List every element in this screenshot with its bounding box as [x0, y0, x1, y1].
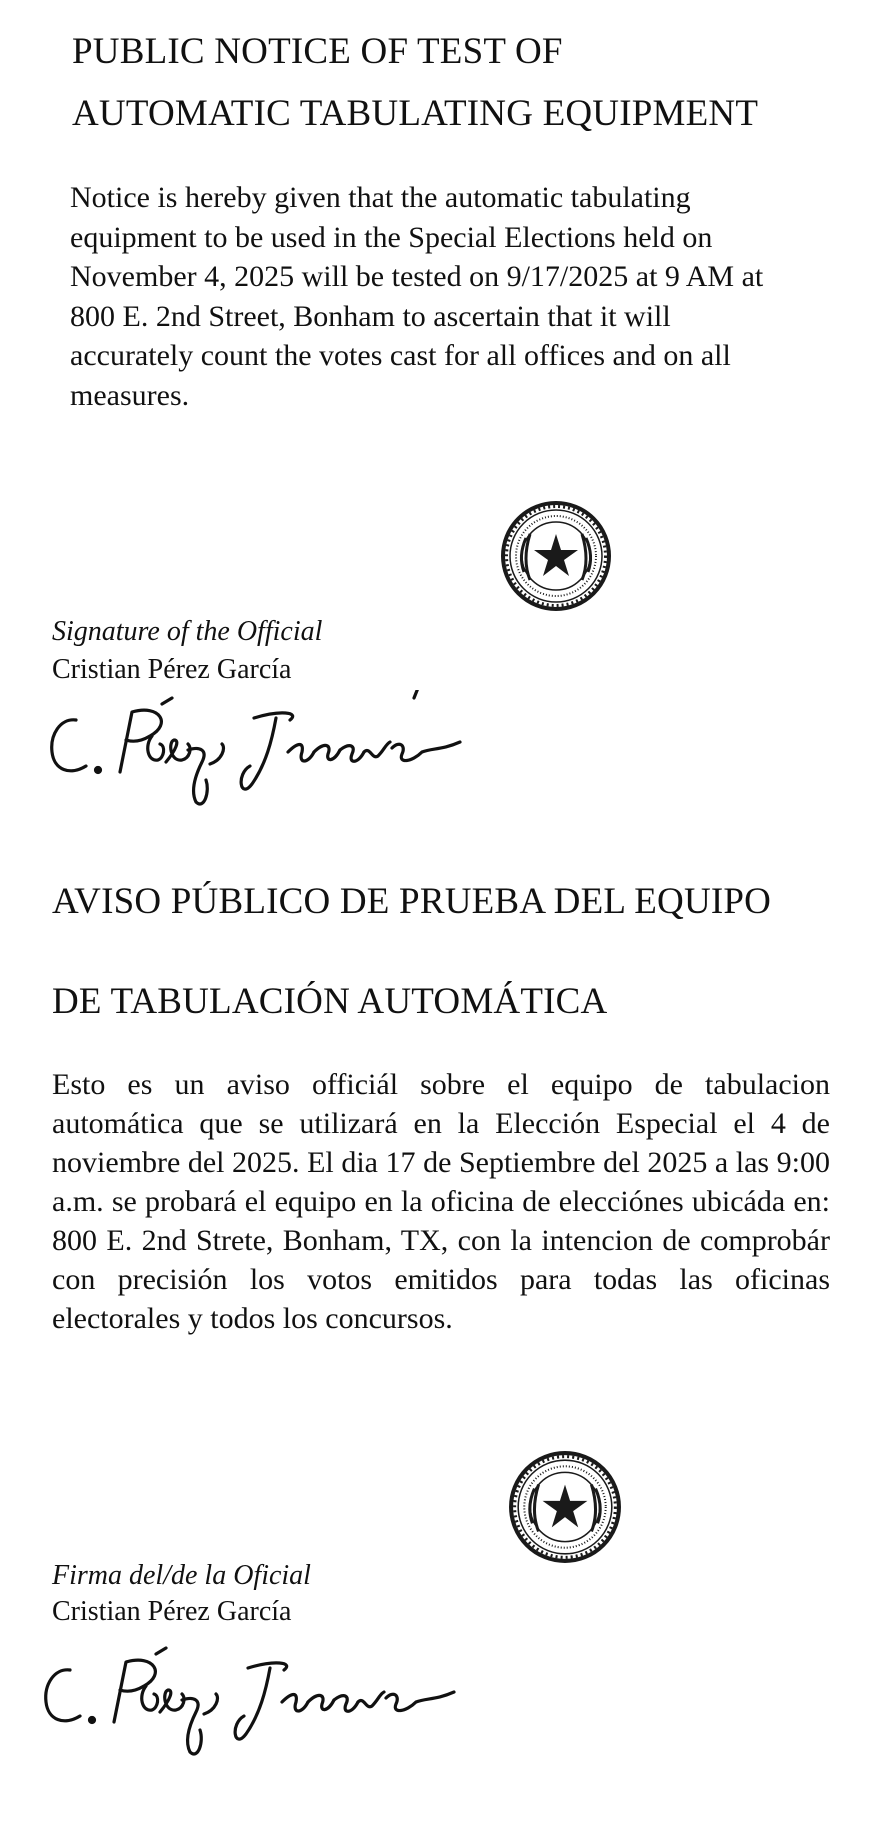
english-official-name: Cristian Pérez García — [52, 654, 292, 685]
seal-icon — [508, 1450, 622, 1564]
spanish-title-line1: AVISO PÚBLICO DE PRUEBA DEL EQUIPO — [52, 881, 772, 922]
spanish-handwritten-signature — [34, 1640, 474, 1770]
seal-icon — [500, 500, 612, 612]
english-title-line2: AUTOMATIC TABULATING EQUIPMENT — [72, 93, 759, 134]
english-notice-body: Notice is hereby given that the automatic tabulating equipment to be used in the Special Elections held on November 4, 2025 will be tested on 9/17/2025 at 9 AM at 800 E. 2nd Street, Bonham to ascertain that it will accurately count the votes cast for all offices and on all measures. — [70, 181, 764, 412]
spanish-title-line2: DE TABULACIÓN AUTOMÁTICA — [52, 981, 608, 1022]
spanish-official-name: Cristian Pérez García — [52, 1596, 292, 1627]
english-handwritten-signature — [40, 690, 480, 820]
spanish-notice-body: Esto es un aviso officiál sobre el equipo de tabulacion automática que se utilizará en la Elección Especial el 4 de noviembre del 2025. El dia 17 de Septiembre del 2025 a las 9:00 a.m. se probará el equipo en la oficina de elecciónes ubicáda en: 800 E. 2nd Strete, Bonham, TX, con la intencion de comprobár con precisión los votos emitidos para todas las oficinas electorales y todos los concursos. — [52, 1068, 830, 1335]
english-title-line1: PUBLIC NOTICE OF TEST OF — [72, 31, 563, 72]
english-signature-label: Signature of the Official — [52, 616, 323, 647]
spanish-signature-label: Firma del/de la Oficial — [52, 1560, 311, 1591]
